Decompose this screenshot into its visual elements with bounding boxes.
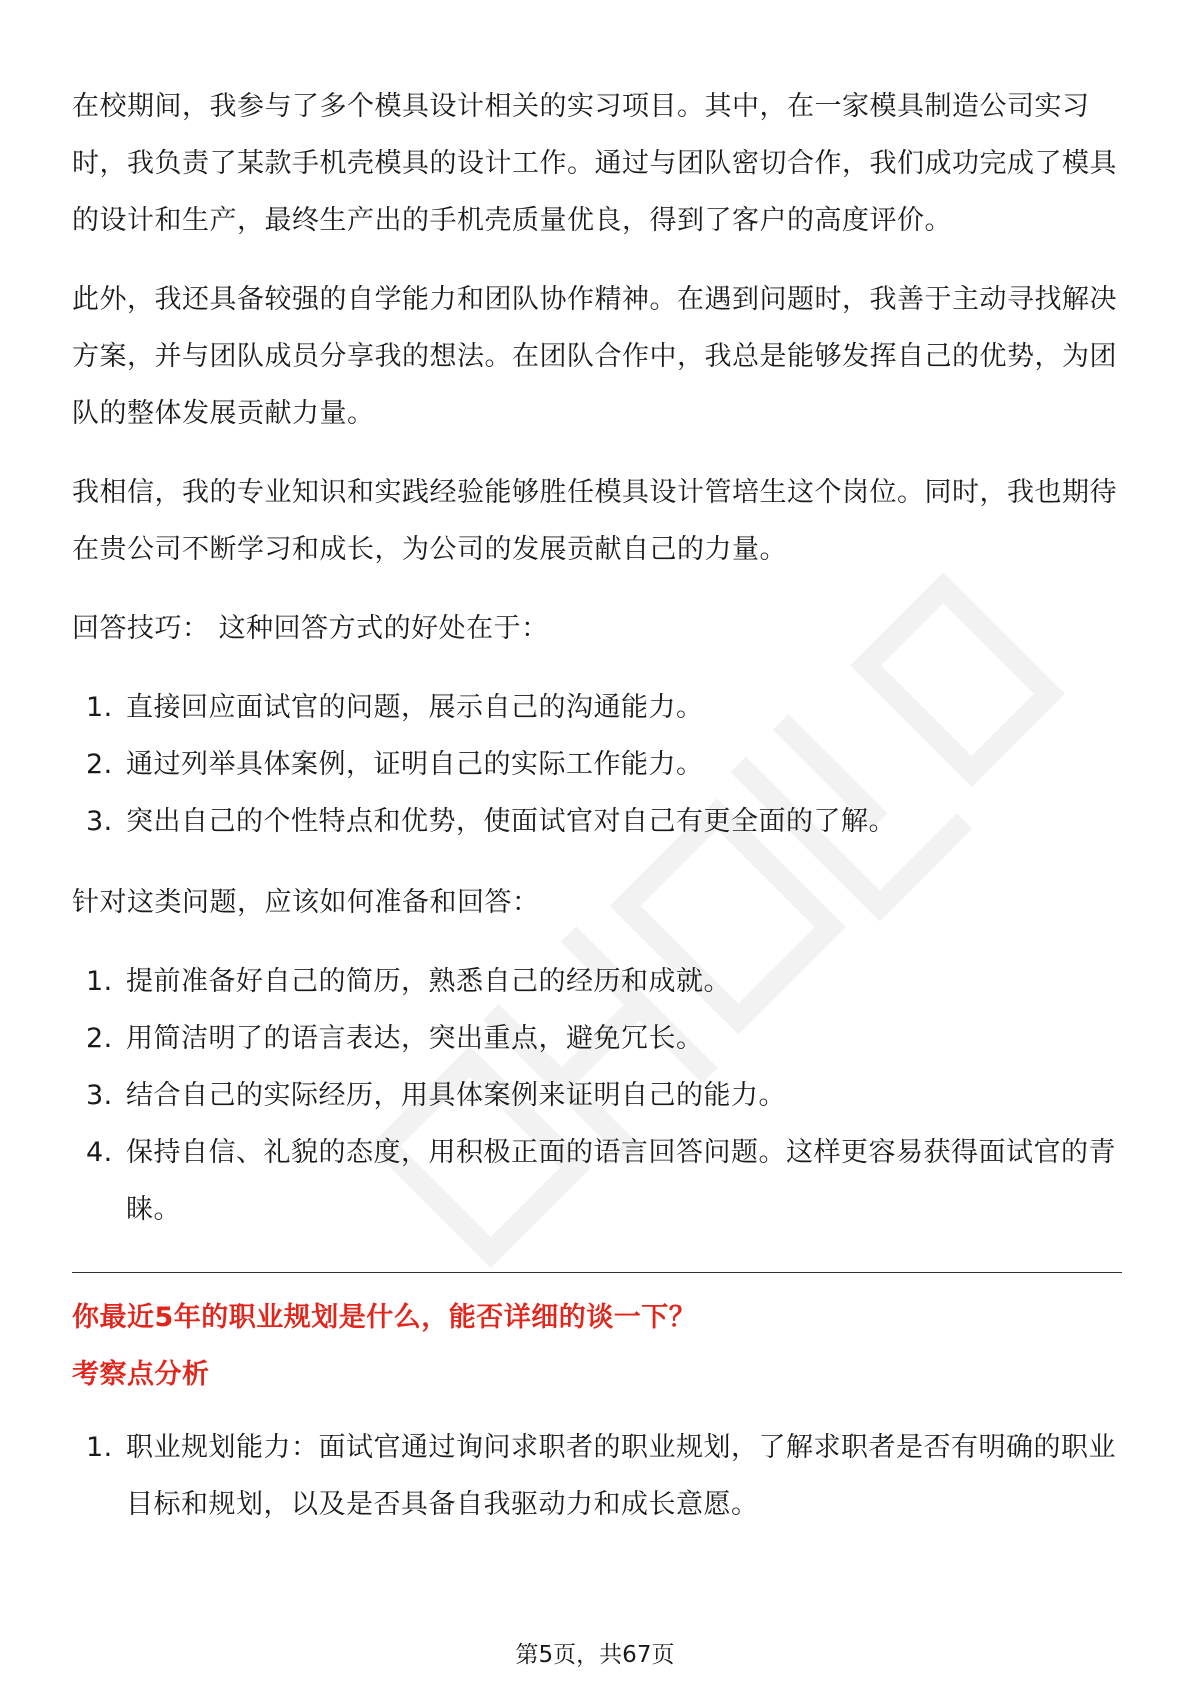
list-text: 突出自己的个性特点和优势，使面试官对自己有更全面的了解。 (126, 806, 896, 837)
tips-heading: 回答技巧： 这种回答方式的好处在于： (72, 613, 549, 644)
document-body (72, 78, 1122, 1557)
prepare-heading: 针对这类问题，应该如何准备和回答： (72, 887, 540, 918)
list-number: 3. (86, 1080, 113, 1111)
paragraph-internship: 在校期间，我参与了多个模具设计相关的实习项目。其中，在一家模具制造公司实习时，我负责了某款手机壳模具的设计工作。通过与团队密切合作，我们成功完成了模具的设计和生产，最终生产出的手机壳质量优良，得到了客户的高度评价。 (72, 91, 1117, 236)
list-item (72, 1010, 1122, 1067)
list-text: 职业规划能力：面试官通过询问求职者的职业规划，了解求职者是否有明确的职业目标和规划，以及是否具备自我驱动力和成长意愿。 (126, 1432, 1116, 1520)
section-divider (72, 1272, 1122, 1273)
prepare-list (72, 953, 1122, 1238)
list-item (72, 736, 1122, 793)
list-number: 2. (86, 749, 113, 780)
list-number: 4. (86, 1137, 113, 1168)
list-item (72, 1419, 1122, 1533)
list-item (72, 1067, 1122, 1124)
list-number: 1. (86, 692, 113, 723)
analysis-subtitle: 考察点分析 (72, 1359, 210, 1390)
paragraph-conclusion: 我相信，我的专业知识和实践经验能够胜任模具设计管培生这个岗位。同时，我也期待在贵公司不断学习和成长，为公司的发展贡献自己的力量。 (72, 477, 1117, 565)
list-number: 1. (86, 966, 113, 997)
list-text: 通过列举具体案例，证明自己的实际工作能力。 (126, 749, 704, 780)
list-item (72, 953, 1122, 1010)
page-footer: 第5页，共67页 (515, 1642, 675, 1668)
analysis-list (72, 1419, 1122, 1533)
list-number: 1. (86, 1432, 113, 1463)
tips-list (72, 679, 1122, 850)
list-text: 保持自信、礼貌的态度，用积极正面的语言回答问题。这样更容易获得面试官的青睐。 (126, 1137, 1116, 1225)
list-text: 提前准备好自己的简历，熟悉自己的经历和成就。 (126, 966, 731, 997)
list-item (72, 1124, 1122, 1238)
list-text: 结合自己的实际经历，用具体案例来证明自己的能力。 (126, 1080, 786, 1111)
question-title: 你最近5年的职业规划是什么，能否详细的谈一下？ (72, 1302, 697, 1333)
list-item (72, 793, 1122, 850)
paragraph-teamwork: 此外，我还具备较强的自学能力和团队协作精神。在遇到问题时，我善于主动寻找解决方案，并与团队成员分享我的想法。在团队合作中，我总是能够发挥自己的优势，为团队的整体发展贡献力量。 (72, 284, 1117, 429)
list-number: 2. (86, 1023, 113, 1054)
list-text: 直接回应面试官的问题，展示自己的沟通能力。 (126, 692, 704, 723)
list-number: 3. (86, 806, 113, 837)
list-text: 用简洁明了的语言表达，突出重点，避免冗长。 (126, 1023, 704, 1054)
list-item (72, 679, 1122, 736)
